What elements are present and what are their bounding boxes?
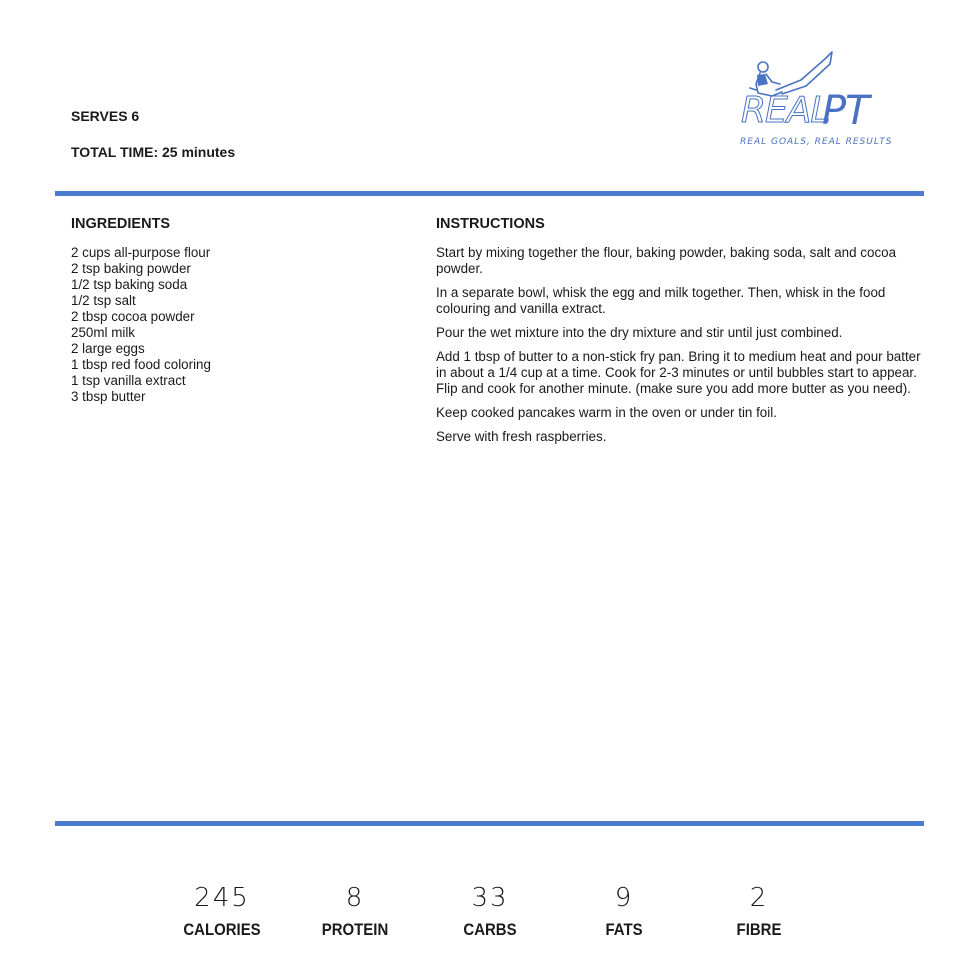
instructions-heading: INSTRUCTIONS [436,216,545,232]
bottom-divider [55,821,924,826]
instruction-step: Start by mixing together the flour, baking powder, baking soda, salt and cocoa powder. [436,245,897,276]
logo-word-pt: PT [822,88,869,134]
ingredient-item: 1/2 tsp baking soda [71,277,188,292]
ingredient-item: 2 large eggs [71,341,145,356]
nutrient-value: 33 [471,883,509,913]
instruction-step: Pour the wet mixture into the dry mixture and stir until just combined. [436,325,843,340]
nutrient-value: 2 [749,883,769,913]
ingredient-item: 1/2 tsp salt [71,293,136,308]
instruction-step: Keep cooked pancakes warm in the oven or under tin foil. [436,405,777,420]
ingredient-item: 1 tbsp red food coloring [71,357,211,372]
ingredient-item: 2 tsp baking powder [71,261,191,276]
instruction-step: Serve with fresh raspberries. [436,429,607,444]
instruction-step: In a separate bowl, whisk the egg and milk together. Then, whisk in the food colouring and vanilla extract. [436,285,886,316]
ingredient-item: 2 tbsp cocoa powder [71,309,195,324]
logo-word-real: REAL [741,90,830,131]
nutrient-label: FIBRE [736,920,782,939]
nutrient-protein [295,882,415,940]
ingredient-item: 3 tbsp butter [71,389,146,404]
ingredients-list [71,245,211,405]
serves-label: SERVES 6 [71,108,140,124]
total-time-label: TOTAL TIME: 25 minutes [71,144,236,160]
nutrient-carbs [430,882,550,940]
top-divider [55,191,924,196]
nutrient-label: CARBS [463,920,517,939]
nutrient-label: FATS [605,920,643,939]
nutrient-fats [564,882,684,940]
nutrient-label: PROTEIN [321,920,389,939]
instructions-body [436,245,926,453]
instruction-step: Add 1 tbsp of butter to a non-stick fry pan. Bring it to medium heat and pour batter in about a 1/4 cup at a time. Cook for 2-3 minutes or until bubbles start to appear. Flip and cook for another minute. (make sure you add more butter as you need). [436,349,921,396]
nutrient-value: 245 [194,883,250,913]
ingredients-heading: INGREDIENTS [71,216,171,232]
realpt-logo [738,44,908,154]
nutrient-calories [162,882,282,940]
nutrient-value: 8 [345,883,365,913]
nutrient-value: 9 [614,883,634,913]
ingredient-item: 1 tsp vanilla extract [71,373,186,388]
nutrient-label: CALORIES [183,920,261,939]
ingredient-item: 250ml milk [71,325,135,340]
ingredient-item: 2 cups all-purpose flour [71,245,211,260]
logo-tagline: REAL GOALS, REAL RESULTS [740,137,893,147]
nutrient-fibre [699,882,819,940]
